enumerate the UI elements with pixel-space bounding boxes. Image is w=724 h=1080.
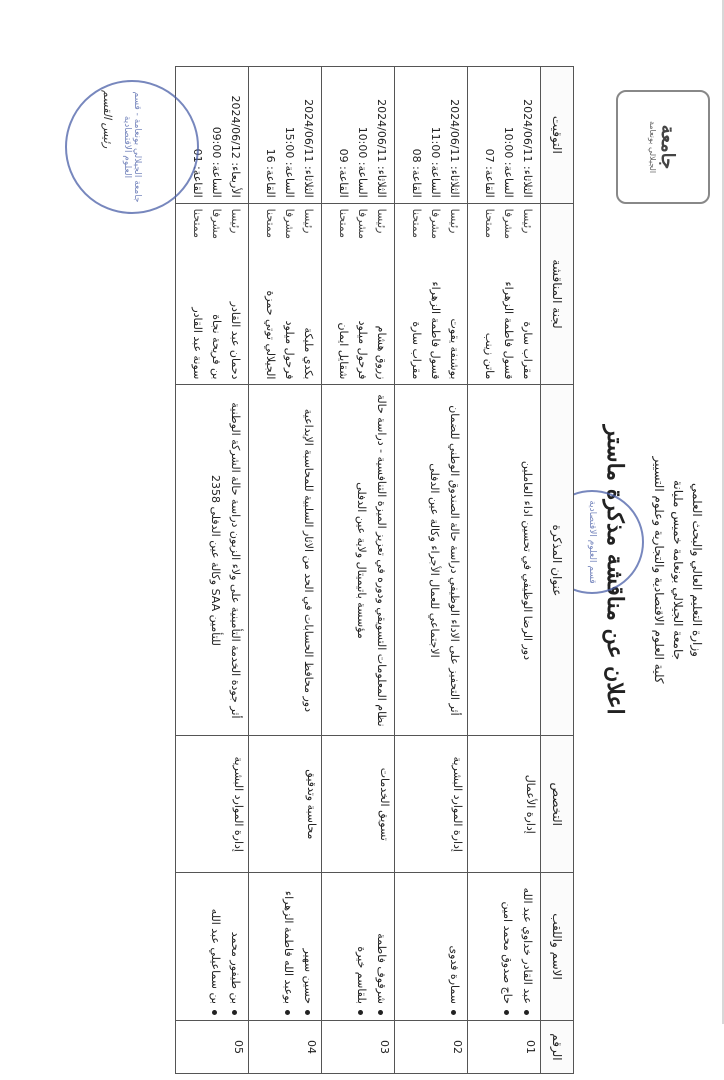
student-names (322, 873, 395, 1021)
schedule (322, 67, 395, 204)
jury-member (280, 209, 299, 380)
defense-room: القاعة: 01 (191, 148, 204, 198)
university-line: جامعة الجيلالي بونعامة خميس مليانة (671, 479, 685, 661)
defense-date: الثلاثاء: 2024/06/11 (448, 99, 461, 198)
defense-hour: الساعة: 10:00 (502, 126, 515, 198)
student-name: بوعبد الله فاطمة الزهراء (278, 878, 298, 1015)
specialty: إدارة الموارد البشرية (176, 736, 249, 873)
thesis-title: دور الرضا الوظيفي في تحسين اداء العاملين (468, 385, 541, 736)
jury-role: ممتحنا (264, 208, 277, 238)
thesis-title: أثر التحفيز على الاداء الوظيفي دراسة حالة الصندوق الوطني للضمان الاجتماعي للعمال الأجراء وكالة عين الدفلى (395, 385, 468, 736)
thesis-title: نظام المعلومات التسويقي ودوره في تعزيز الميزة التنافسية - دراسة حالة مؤسسة باتيميتال ولاية عين الدفلى (322, 385, 395, 736)
jury-member (445, 209, 464, 380)
student-name: بن طيفور محمد (225, 878, 245, 1015)
student-name: حسين سهير (298, 878, 318, 1015)
col-names: الاسم واللقب (541, 873, 574, 1021)
jury-name: قسول فاطمة الزهراء (502, 281, 515, 380)
jury-role: مشرفا (356, 208, 369, 240)
student-name: شرقوف فاطمة (371, 878, 391, 1015)
col-spec: التخصص (541, 736, 574, 873)
table-row (176, 67, 249, 1074)
defense-hour: الساعة: 11:00 (429, 126, 442, 198)
specialty: إدارة الموارد البشرية (395, 736, 468, 873)
jury-member (480, 209, 499, 380)
specialty: تسويق الخدمات (322, 736, 395, 873)
jury-name: شقايل ايمان (337, 322, 350, 380)
jury-role: رئيسا (229, 208, 242, 234)
student-name: عبد القادر خداوي عبد الله (517, 878, 537, 1015)
student-name: حاج صدوق محمد امين (497, 878, 517, 1015)
jury-name: مقراب سارة (521, 321, 534, 380)
student-name: سمارة فدوى (444, 878, 464, 1015)
jury-name: زروق هشام (375, 325, 388, 380)
bullet-icon (452, 1010, 457, 1015)
col-num: الرقم (541, 1020, 574, 1073)
defense-room: القاعة: 08 (410, 148, 423, 198)
signature: رئيس القسم (101, 90, 114, 149)
jury (322, 203, 395, 385)
row-number: 05 (176, 1020, 249, 1073)
table-row (322, 67, 395, 1074)
defense-room: القاعة: 09 (337, 148, 350, 198)
row-number: 02 (395, 1020, 468, 1073)
jury-name: الجيلالي توتي حمزة (264, 290, 277, 380)
row-number: 01 (468, 1020, 541, 1073)
jury-role: مشرفا (283, 208, 296, 240)
jury-role: ممتحنا (483, 208, 496, 238)
defense-date: الثلاثاء: 2024/06/11 (521, 99, 534, 198)
bullet-icon (306, 1010, 311, 1015)
jury-name: بن فريحة نجاة (210, 314, 223, 380)
student-name: بن سماعيلي عبد الله (205, 878, 225, 1015)
jury-member (261, 209, 280, 380)
jury-member (372, 209, 391, 380)
university-logo (616, 90, 710, 204)
document-sheet (64, 60, 714, 1080)
jury-member (299, 209, 318, 380)
student-names (249, 873, 322, 1021)
jury-role: مشرفا (429, 208, 442, 240)
jury-role: رئيسا (302, 208, 315, 234)
defense-hour: الساعة: 10:00 (356, 126, 369, 198)
logo-text: جامعة (657, 124, 678, 170)
jury-member (207, 209, 226, 380)
thesis-title: دور محافظ الحسابات في الحد من الاثار السلبية للمحاسبة الإبداعية (249, 385, 322, 736)
bullet-icon (359, 1010, 364, 1015)
row-number: 04 (249, 1020, 322, 1073)
jury-member (334, 209, 353, 380)
bullet-icon (525, 1010, 530, 1015)
jury-role: ممتحنا (337, 208, 350, 238)
jury (468, 203, 541, 385)
table-row (249, 67, 322, 1074)
bullet-icon (213, 1010, 218, 1015)
defense-date: الأربعاء: 2024/06/12 (229, 95, 242, 198)
faculty-line: كلية العلوم الاقتصادية والتجارية وعلوم التسيير (652, 456, 666, 684)
jury-role: رئيسا (375, 208, 388, 234)
logo-subtext: الجيلالي بونعامة (648, 120, 657, 174)
defense-hour: الساعة: 15:00 (283, 126, 296, 198)
defense-hour: الساعة: 09:00 (210, 126, 223, 198)
schedule (395, 67, 468, 204)
col-time: التوقيت (541, 67, 574, 204)
jury-name: دحمان عبد القادر (229, 301, 242, 380)
thesis-title: أثر جودة الخدمة التأمينية على ولاء الزبون دراسة حالة الشركة الوطنية للتأمين SAA وكالة عين الدفلى 2358 (176, 385, 249, 736)
table-body (176, 67, 541, 1074)
defense-room: القاعة: 16 (264, 148, 277, 198)
jury-name: ماتن زينب (483, 332, 496, 380)
jury-role: مشرفا (502, 208, 515, 240)
row-number: 03 (322, 1020, 395, 1073)
defense-date: الثلاثاء: 2024/06/11 (302, 99, 315, 198)
jury-member (226, 209, 245, 380)
jury-member (426, 209, 445, 380)
jury-role: رئيسا (448, 208, 461, 234)
bullet-icon (286, 1010, 291, 1015)
defense-date: الثلاثاء: 2024/06/11 (375, 99, 388, 198)
department-stamp: قسم العلوم الاقتصادية (540, 490, 644, 594)
jury-name: مقراب سارة (410, 321, 423, 380)
jury-member (188, 209, 207, 380)
student-names (468, 873, 541, 1021)
jury-name: بكدي مليكة (302, 327, 315, 380)
jury (395, 203, 468, 385)
jury-member (353, 209, 372, 380)
jury-name: قسول فاطمة الزهراء (429, 281, 442, 380)
table-row (468, 67, 541, 1074)
jury-member (407, 209, 426, 380)
jury-role: ممتحنا (410, 208, 423, 238)
schedule (468, 67, 541, 204)
bullet-icon (379, 1010, 384, 1015)
table-row (395, 67, 468, 1074)
jury-member (518, 209, 537, 380)
col-jury: لجنة المناقشة (541, 203, 574, 385)
student-name: بلقاسم خيرة (351, 878, 371, 1015)
document-header (649, 60, 706, 1080)
jury (176, 203, 249, 385)
jury-name: فرحول ميلود (356, 320, 369, 380)
student-names (395, 873, 468, 1021)
bullet-icon (233, 1010, 238, 1015)
announcement-title: اعلان عن مناقشة مذكرة ماستر (602, 425, 628, 715)
jury-name: سونة عبد القادر (191, 307, 204, 380)
defense-schedule-table (175, 66, 574, 1074)
student-names (176, 873, 249, 1021)
jury-role: رئيسا (521, 208, 534, 234)
jury-role: ممتحنا (191, 208, 204, 238)
col-subject: عنوان المذكرة (541, 385, 574, 736)
schedule (249, 67, 322, 204)
jury-member (499, 209, 518, 380)
specialty: إدارة الأعمال (468, 736, 541, 873)
jury-name: فرحول ميلود (283, 320, 296, 380)
jury (249, 203, 322, 385)
defense-room: القاعة: 07 (483, 148, 496, 198)
ministry-line: وزارة التعليم العالي والبحث العلمي (690, 483, 704, 657)
table-header-row (541, 67, 574, 1074)
specialty: محاسبة وتدقيق (249, 736, 322, 873)
university-stamp: جامعة الجيلالي بونعامة - قسم العلوم الاقتصادية (65, 80, 199, 214)
bullet-icon (505, 1010, 510, 1015)
jury-role: مشرفا (210, 208, 223, 240)
jury-name: بوشنفة يقوت (448, 318, 461, 380)
